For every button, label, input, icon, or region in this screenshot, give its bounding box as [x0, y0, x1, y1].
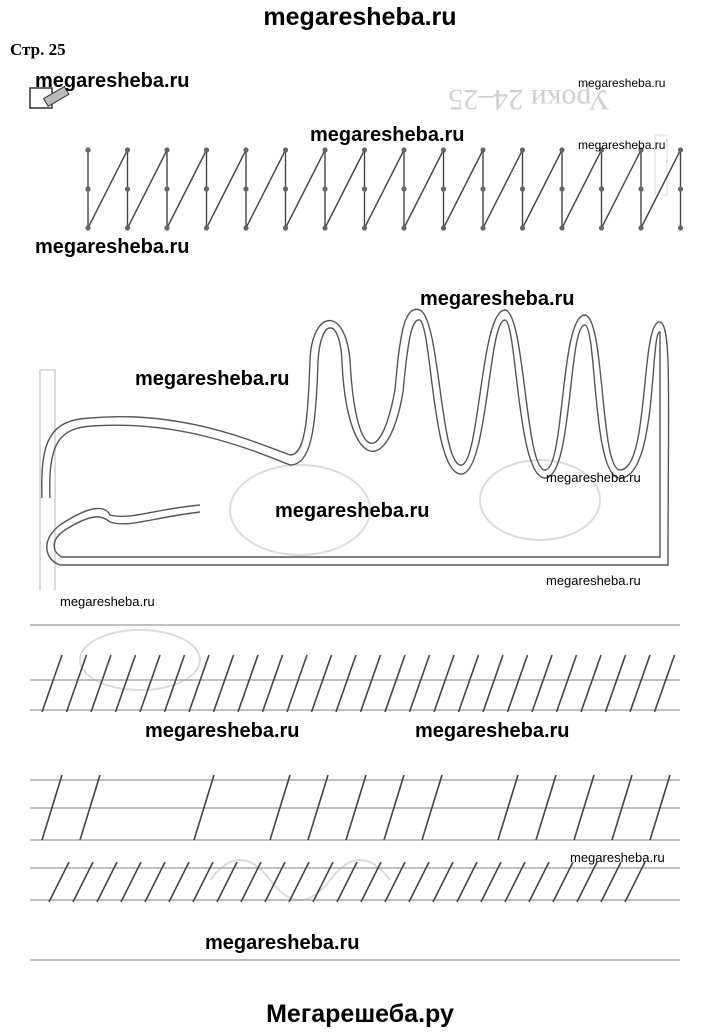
- trace-dot: [85, 186, 90, 191]
- trace-dot: [441, 225, 446, 230]
- trace-dot: [559, 147, 564, 152]
- slant-stroke: [140, 655, 160, 712]
- trace-dot: [678, 147, 683, 152]
- trace-dot: [164, 225, 169, 230]
- slant-stroke: [214, 655, 234, 712]
- slant-stroke: [263, 655, 283, 712]
- slant-stroke: [165, 655, 185, 712]
- slant-stroke: [532, 655, 552, 712]
- slant-stroke: [91, 655, 111, 712]
- watermark: megaresheba.ru: [35, 70, 190, 92]
- trace-stroke: [88, 150, 128, 228]
- watermark: megaresheba.ru: [310, 124, 465, 146]
- watermark: megaresheba.ru: [420, 288, 575, 310]
- wave-maze-trace: [42, 309, 669, 565]
- trace-dot: [559, 186, 564, 191]
- writing-guide-lines: [30, 625, 680, 960]
- trace-dot: [85, 225, 90, 230]
- watermark: megaresheba.ru: [570, 850, 665, 865]
- watermark: megaresheba.ru: [415, 720, 570, 742]
- trace-dot: [243, 186, 248, 191]
- watermark: megaresheba.ru: [60, 594, 155, 609]
- slant-stroke: [606, 655, 626, 712]
- slant-stroke: [385, 655, 405, 712]
- slant-stroke: [67, 655, 87, 712]
- trace-dot: [125, 225, 130, 230]
- trace-stroke: [562, 150, 602, 228]
- trace-stroke: [641, 150, 681, 228]
- trace-dot: [520, 225, 525, 230]
- trace-dot: [678, 225, 683, 230]
- slant-stroke: [287, 655, 307, 712]
- trace-dot: [283, 147, 288, 152]
- trace-dot: [638, 186, 643, 191]
- trace-dot: [480, 225, 485, 230]
- trace-stroke: [365, 150, 405, 228]
- slant-stroke: [581, 655, 601, 712]
- faded-heading: Уроки 24–25: [448, 83, 610, 116]
- trace-dot: [401, 186, 406, 191]
- trace-dot: [599, 186, 604, 191]
- faded-illustration: [40, 370, 600, 900]
- trace-dot: [401, 225, 406, 230]
- trace-dot: [322, 186, 327, 191]
- slant-stroke: [557, 655, 577, 712]
- watermark: megaresheba.ru: [35, 236, 190, 258]
- slant-stroke: [361, 655, 381, 712]
- site-header[interactable]: megaresheba.ru: [263, 3, 457, 31]
- zigzag-trace: [85, 147, 683, 230]
- slant-stroke: [483, 655, 503, 712]
- trace-dot: [480, 147, 485, 152]
- trace-dot: [362, 186, 367, 191]
- trace-stroke: [128, 150, 168, 228]
- trace-dot: [362, 147, 367, 152]
- slant-stroke: [655, 655, 675, 712]
- trace-dot: [322, 147, 327, 152]
- trace-dot: [283, 186, 288, 191]
- trace-dot: [283, 225, 288, 230]
- trace-stroke: [523, 150, 563, 228]
- trace-stroke: [207, 150, 247, 228]
- trace-dot: [204, 186, 209, 191]
- trace-stroke: [246, 150, 286, 228]
- trace-dot: [678, 186, 683, 191]
- trace-dot: [520, 186, 525, 191]
- slant-stroke: [508, 655, 528, 712]
- slant-stroke: [42, 655, 62, 712]
- slant-row-1: [42, 655, 675, 712]
- trace-dot: [125, 186, 130, 191]
- trace-stroke: [404, 150, 444, 228]
- trace-dot: [243, 225, 248, 230]
- trace-dot: [204, 225, 209, 230]
- trace-stroke: [444, 150, 484, 228]
- trace-dot: [520, 147, 525, 152]
- slant-stroke: [410, 655, 430, 712]
- slant-stroke: [238, 655, 258, 712]
- trace-stroke: [325, 150, 365, 228]
- trace-stroke: [602, 150, 642, 228]
- trace-dot: [204, 147, 209, 152]
- slant-stroke: [630, 655, 650, 712]
- trace-dot: [441, 186, 446, 191]
- watermark: megaresheba.ru: [578, 138, 666, 152]
- slant-stroke: [434, 655, 454, 712]
- page-label: Стр. 25: [10, 40, 66, 59]
- trace-stroke: [167, 150, 207, 228]
- trace-dot: [480, 186, 485, 191]
- slant-stroke: [459, 655, 479, 712]
- watermark: megaresheba.ru: [546, 470, 641, 485]
- trace-dot: [401, 147, 406, 152]
- watermark: megaresheba.ru: [205, 932, 360, 954]
- watermark: megaresheba.ru: [578, 76, 666, 90]
- trace-dot: [164, 147, 169, 152]
- watermark: megaresheba.ru: [275, 500, 430, 522]
- trace-dot: [599, 225, 604, 230]
- watermark: megaresheba.ru: [546, 573, 641, 588]
- trace-dot: [559, 225, 564, 230]
- trace-dot: [164, 186, 169, 191]
- trace-dot: [441, 147, 446, 152]
- trace-stroke: [286, 150, 326, 228]
- trace-dot: [362, 225, 367, 230]
- trace-dot: [322, 225, 327, 230]
- site-footer[interactable]: Мегарешеба.ру: [266, 1000, 454, 1028]
- slant-stroke: [312, 655, 332, 712]
- slant-stroke: [336, 655, 356, 712]
- trace-dot: [85, 147, 90, 152]
- watermark: megaresheba.ru: [145, 720, 300, 742]
- watermark: megaresheba.ru: [135, 368, 290, 390]
- trace-dot: [243, 147, 248, 152]
- trace-stroke: [483, 150, 523, 228]
- trace-dot: [125, 147, 130, 152]
- slant-stroke: [116, 655, 136, 712]
- trace-dot: [638, 225, 643, 230]
